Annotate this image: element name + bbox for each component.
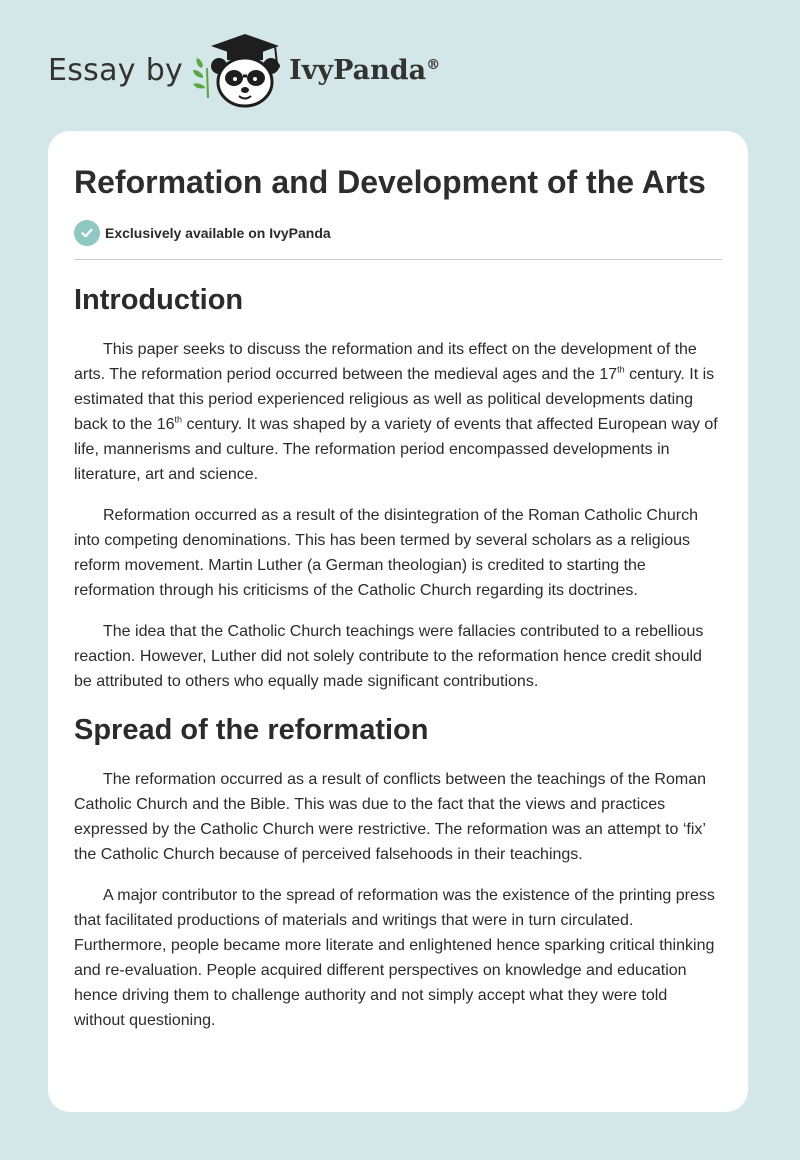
brand-name[interactable]: IvyPanda® (289, 54, 441, 86)
paragraph: The reformation occurred as a result of conflicts between the teachings of the Roman Catholic Church and the Bible. This was due to the fact that the views and practices expressed by the Catholic Church were restrictive. The reformation was an attempt to ‘fix’ the Catholic Church because of perceived falsehoods in their teachings. (74, 771, 706, 863)
paragraph: A major contributor to the spread of reformation was the existence of the printing press that facilitated productions of materials and writings that were in turn circulated. Furthermore, people became more literate and enlightened hence sparking critical thinking and re-evaluation. People acquired different perspectives on knowledge and education hence driving them to challenge authority and not simply accept what they were told without questioning. (74, 887, 715, 1029)
article-card (48, 131, 748, 1112)
badge-label: Exclusively available on IvyPanda (105, 225, 331, 241)
section-heading-spread: Spread of the reformation (74, 714, 429, 746)
registered-mark: ® (426, 56, 441, 73)
article-title: Reformation and Development of the Arts (74, 164, 706, 200)
check-circle-icon (74, 220, 100, 246)
exclusive-badge (74, 220, 722, 246)
divider (74, 259, 722, 260)
paragraph: This paper seeks to discuss the reformation and its effect on the development of the arts. The reformation period occurred between the medieval ages and the 17th century. It is estimated that this period experienced religious as well as political developments dating back to the 16th century. It was shaped by a variety of events that affected European way of life, mannerisms and culture. The reformation period encompassed developments in literature, art and science. (74, 341, 718, 483)
site-header (48, 28, 440, 112)
paragraph: Reformation occurred as a result of the disintegration of the Roman Catholic Church into competing denominations. This has been termed by several scholars as a religious reform movement. Martin Luther (a German theologian) is credited to starting the reformation through his criticisms of the Catholic Church regarding its doctrines. (74, 507, 698, 599)
panda-graduate-mascot-icon (189, 28, 287, 112)
brand-prefix: Essay by (48, 52, 184, 88)
section-heading-introduction: Introduction (74, 284, 244, 316)
paragraph: The idea that the Catholic Church teachings were fallacies contributed to a rebellious reaction. However, Luther did not solely contribute to the reformation hence credit should be attributed to others who equally made significant contributions. (74, 623, 704, 690)
